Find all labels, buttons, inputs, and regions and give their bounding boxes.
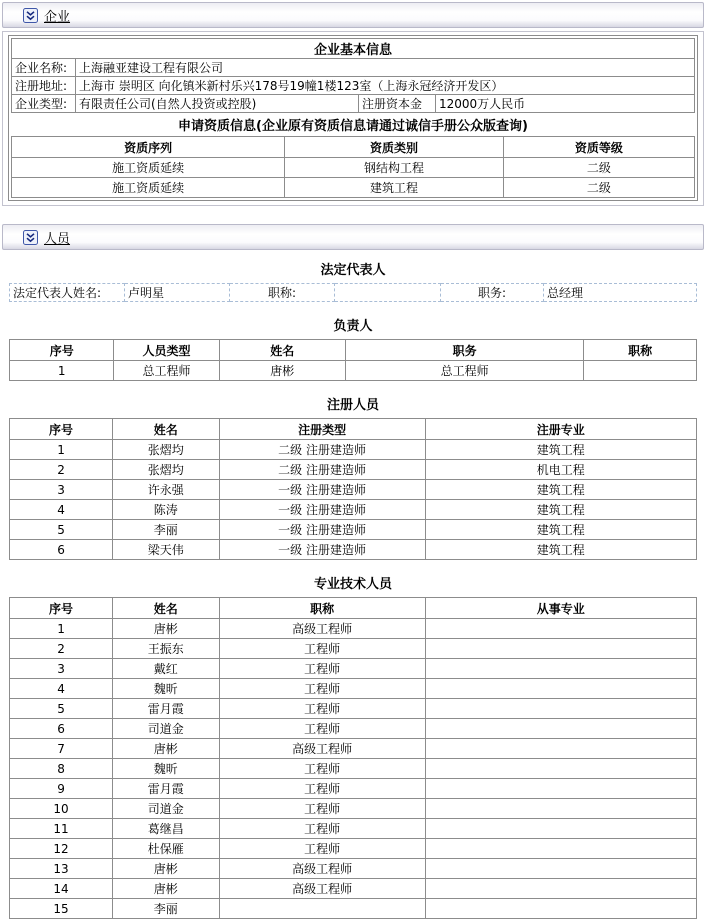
table-cell: 施工资质延续: [12, 178, 285, 198]
table-cell: 1: [10, 440, 113, 460]
table-cell: [219, 899, 425, 919]
enterprise-table-wrap: [8, 35, 698, 201]
table-cell: 7: [10, 739, 113, 759]
enterprise-section-content: [2, 31, 704, 206]
table-cell: 11: [10, 819, 113, 839]
table-cell: 葛继昌: [113, 819, 219, 839]
personnel-section-content: [0, 250, 706, 919]
table-cell: 建筑工程: [425, 480, 696, 500]
table-row: [10, 859, 697, 879]
table-cell: 一级 注册建造师: [219, 500, 425, 520]
table-row: [10, 520, 697, 540]
table-cell: 6: [10, 540, 113, 560]
technical-title: 专业技术人员: [313, 577, 392, 592]
table-cell: [425, 699, 696, 719]
table-cell: 许永强: [113, 480, 219, 500]
table-cell: 14: [10, 879, 113, 899]
table-header-row: [10, 419, 697, 440]
table-cell: [425, 679, 696, 699]
table-cell: 总工程师: [345, 361, 583, 381]
table-cell: 张熠均: [113, 440, 219, 460]
table-cell: 5: [10, 520, 113, 540]
column-header: 姓名: [113, 598, 219, 619]
legal-rep-jobtitle-label: 职称:: [230, 284, 335, 302]
table-cell: 雷月霞: [113, 699, 219, 719]
legal-rep-title: 法定代表人: [320, 263, 386, 278]
table-cell: 1: [10, 619, 113, 639]
table-cell: 魏昕: [113, 759, 219, 779]
table-cell: 杜保雁: [113, 839, 219, 859]
qualification-title: 申请资质信息(企业原有资质信息请通过诚信手册公众版查询): [178, 119, 528, 134]
collapse-icon[interactable]: [23, 8, 38, 23]
table-cell: 梁天伟: [113, 540, 219, 560]
table-row: [10, 480, 697, 500]
table-cell: 3: [10, 480, 113, 500]
personnel-section: [0, 224, 706, 919]
table-cell: 13: [10, 859, 113, 879]
column-header: 资质序列: [12, 137, 285, 158]
table-cell: 李丽: [113, 520, 219, 540]
table-cell: 总工程师: [114, 361, 219, 381]
column-header: 姓名: [219, 340, 345, 361]
column-header: 姓名: [113, 419, 219, 440]
table-cell: 工程师: [219, 679, 425, 699]
column-header: 注册专业: [425, 419, 696, 440]
column-header: 从事专业: [425, 598, 696, 619]
table-row: [12, 178, 695, 198]
table-row: [10, 460, 697, 480]
legal-rep-name-label: 法定代表人姓名:: [10, 284, 125, 302]
table-row: [10, 699, 697, 719]
leaders-table: [9, 339, 697, 381]
enterprise-section: [0, 2, 706, 206]
technical-table: [9, 597, 697, 919]
table-cell: 9: [10, 779, 113, 799]
table-row: [10, 779, 697, 799]
table-cell: 二级: [503, 178, 694, 198]
column-header: 序号: [10, 419, 113, 440]
qualification-table: [11, 136, 695, 198]
table-cell: 工程师: [219, 719, 425, 739]
column-header: 序号: [10, 340, 114, 361]
legal-rep-duty-label: 职务:: [441, 284, 544, 302]
company-type-label: 企业类型:: [12, 95, 76, 113]
table-cell: 唐彬: [113, 739, 219, 759]
table-row: [10, 879, 697, 899]
table-cell: 6: [10, 719, 113, 739]
table-cell: 机电工程: [425, 460, 696, 480]
table-row: [10, 440, 697, 460]
table-cell: 高级工程师: [219, 739, 425, 759]
table-cell: [425, 839, 696, 859]
table-cell: [425, 639, 696, 659]
table-cell: [584, 361, 697, 381]
table-cell: [425, 759, 696, 779]
column-header: 序号: [10, 598, 113, 619]
table-cell: 司道金: [113, 799, 219, 819]
company-type-value: 有限责任公司(自然人投资或控股): [76, 95, 359, 113]
table-cell: [425, 779, 696, 799]
table-cell: 施工资质延续: [12, 158, 285, 178]
leaders-title: 负责人: [333, 319, 373, 334]
table-cell: 建筑工程: [425, 520, 696, 540]
table-cell: 唐彬: [113, 859, 219, 879]
table-row: [12, 77, 695, 95]
table-cell: 建筑工程: [425, 440, 696, 460]
registered-title: 注册人员: [326, 398, 379, 413]
table-cell: 建筑工程: [285, 178, 504, 198]
table-header-row: [10, 340, 697, 361]
table-cell: [425, 619, 696, 639]
table-cell: [425, 899, 696, 919]
table-cell: 工程师: [219, 659, 425, 679]
table-cell: 钢结构工程: [285, 158, 504, 178]
legal-rep-name-value: 卢明星: [125, 284, 230, 302]
table-row: [12, 59, 695, 77]
table-row: [10, 361, 697, 381]
table-cell: 二级: [503, 158, 694, 178]
table-cell: 高级工程师: [219, 879, 425, 899]
table-row: [10, 839, 697, 859]
personnel-section-header: [2, 224, 704, 250]
table-cell: 8: [10, 759, 113, 779]
table-cell: 建筑工程: [425, 540, 696, 560]
address-label: 注册地址:: [12, 77, 76, 95]
personnel-section-toggle[interactable]: 人员: [44, 231, 71, 247]
table-cell: 4: [10, 500, 113, 520]
table-row: [10, 759, 697, 779]
column-header: 人员类型: [114, 340, 219, 361]
table-row: [10, 719, 697, 739]
table-cell: 工程师: [219, 779, 425, 799]
enterprise-basic-info-table: [11, 38, 695, 113]
table-row: [12, 158, 695, 178]
registered-table: [9, 418, 697, 560]
table-cell: 工程师: [219, 819, 425, 839]
basic-info-title: 企业基本信息: [12, 39, 695, 59]
table-cell: 唐彬: [113, 879, 219, 899]
table-cell: 高级工程师: [219, 619, 425, 639]
table-cell: 陈涛: [113, 500, 219, 520]
table-cell: [425, 799, 696, 819]
table-cell: [425, 739, 696, 759]
enterprise-section-toggle[interactable]: 企业: [44, 9, 71, 25]
table-cell: 张熠均: [113, 460, 219, 480]
table-cell: [425, 659, 696, 679]
table-cell: 15: [10, 899, 113, 919]
address-value: 上海市 崇明区 向化镇米新村乐兴178号19幢1楼123室（上海永冠经济开发区）: [76, 77, 695, 95]
table-cell: 王振东: [113, 639, 219, 659]
enterprise-section-header: [2, 2, 704, 28]
table-cell: 工程师: [219, 839, 425, 859]
column-header: 职务: [345, 340, 583, 361]
table-row: [10, 659, 697, 679]
table-cell: 唐彬: [113, 619, 219, 639]
table-cell: 5: [10, 699, 113, 719]
table-cell: 1: [10, 361, 114, 381]
table-cell: [425, 859, 696, 879]
table-row: [10, 819, 697, 839]
table-cell: 工程师: [219, 799, 425, 819]
table-cell: 一级 注册建造师: [219, 540, 425, 560]
table-cell: 3: [10, 659, 113, 679]
company-name-value: 上海融亚建设工程有限公司: [76, 59, 695, 77]
table-cell: 李丽: [113, 899, 219, 919]
table-cell: 12: [10, 839, 113, 859]
table-cell: 4: [10, 679, 113, 699]
table-row: [10, 739, 697, 759]
table-row: [12, 39, 695, 59]
table-row: [10, 679, 697, 699]
table-row: [10, 500, 697, 520]
table-cell: 2: [10, 639, 113, 659]
table-cell: 高级工程师: [219, 859, 425, 879]
table-cell: 一级 注册建造师: [219, 480, 425, 500]
table-cell: 唐彬: [219, 361, 345, 381]
table-cell: [425, 719, 696, 739]
table-cell: 工程师: [219, 639, 425, 659]
table-cell: 二级 注册建造师: [219, 460, 425, 480]
capital-value: 12000万人民币: [436, 95, 695, 113]
table-header-row: [12, 137, 695, 158]
table-cell: 二级 注册建造师: [219, 440, 425, 460]
table-cell: 雷月霞: [113, 779, 219, 799]
legal-rep-table: [9, 283, 697, 302]
table-cell: 一级 注册建造师: [219, 520, 425, 540]
column-header: 资质等级: [503, 137, 694, 158]
company-name-label: 企业名称:: [12, 59, 76, 77]
table-cell: [425, 819, 696, 839]
table-cell: 10: [10, 799, 113, 819]
collapse-icon[interactable]: [23, 230, 38, 245]
table-cell: 建筑工程: [425, 500, 696, 520]
capital-label: 注册资本金: [359, 95, 436, 113]
table-header-row: [10, 598, 697, 619]
table-row: [10, 799, 697, 819]
table-row: [10, 284, 697, 302]
table-cell: 司道金: [113, 719, 219, 739]
column-header: 职称: [584, 340, 697, 361]
table-row: [12, 95, 695, 113]
table-row: [10, 639, 697, 659]
column-header: 资质类别: [285, 137, 504, 158]
page: [0, 2, 706, 919]
table-cell: 工程师: [219, 759, 425, 779]
table-row: [10, 540, 697, 560]
table-cell: 魏昕: [113, 679, 219, 699]
table-row: [10, 619, 697, 639]
table-cell: 工程师: [219, 699, 425, 719]
legal-rep-duty-value: 总经理: [544, 284, 697, 302]
table-cell: [425, 879, 696, 899]
table-cell: 戴红: [113, 659, 219, 679]
column-header: 注册类型: [219, 419, 425, 440]
table-row: [10, 899, 697, 919]
legal-rep-jobtitle-value: [335, 284, 441, 302]
column-header: 职称: [219, 598, 425, 619]
table-cell: 2: [10, 460, 113, 480]
